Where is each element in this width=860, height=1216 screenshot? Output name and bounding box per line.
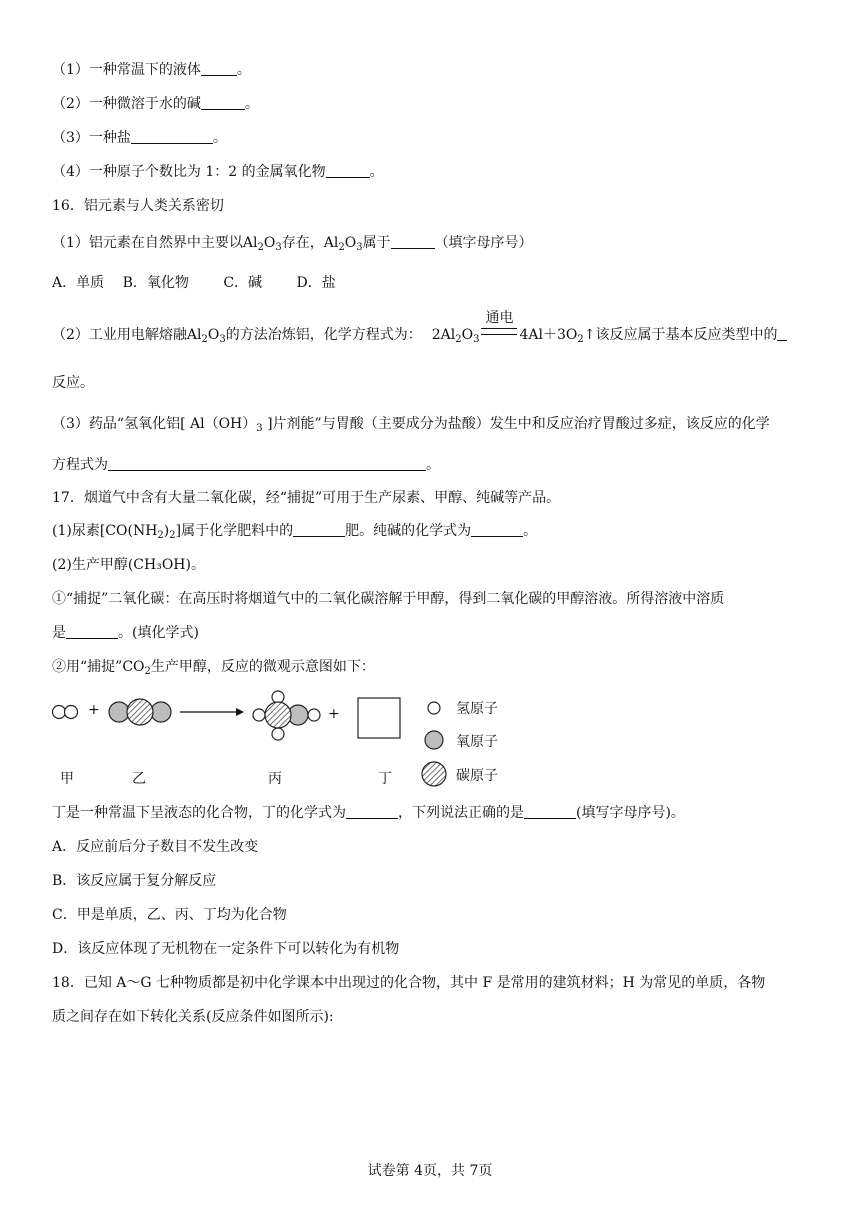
plus-sign: + — [328, 706, 340, 722]
hydrogen-molecule — [53, 706, 78, 719]
reaction-arrow — [180, 708, 244, 716]
q16-part3-cont: 方程式为 。 — [52, 457, 440, 473]
answer-blank[interactable] — [524, 804, 576, 819]
option-b[interactable]: B．氧化物 — [122, 275, 189, 291]
q18-line-1: 18．已知 A～G 七种物质都是初中化学课本中出现过的化合物，其中 F 是常用的建筑材料；H 为常见的单质，各物 — [52, 975, 766, 991]
q15-item-3: （3）一种盐 。 — [52, 130, 227, 146]
q17-part1: (1)尿素$[CO(NH_2)_2]$属于化学肥料中的 肥。纯碱的化学式为 。 — [52, 523, 538, 541]
q17-part4: ②用“捕捉$”CO_2$生产甲醇，反应的微观示意图如下： — [52, 659, 375, 677]
answer-blank[interactable] — [471, 522, 523, 537]
q17-part3-cont: 是 。(填化学式) — [52, 625, 199, 641]
answer-blank[interactable] — [131, 129, 213, 144]
q16-part3: （3）药品“氢氧化铝[ $Al(OH)_3$ ]片剂能”与胃酸（主要成分为盐酸）发生中和反应治疗胃酸过多症，该反应的化学 — [52, 416, 770, 434]
q17-title: 17．烟道气中含有大量二氧化碳，经“捕捉”可用于生产尿素、甲醇、纯碱等产品。 — [52, 490, 561, 506]
q15-item-4: （4）一种原子个数比为 1：2 的金属氧化物 。 — [52, 164, 384, 180]
q16-part1: （1）铝元素在自然界中主要以$Al_2O_3$存在，$Al_2O_3$属于 （填字母序号） — [52, 235, 533, 253]
answer-blank[interactable] — [346, 804, 398, 819]
legend-carbon: 碳原子 — [456, 768, 498, 784]
carbon-atom-icon — [422, 762, 446, 786]
reaction-condition: 通电 — [485, 310, 514, 326]
legend-oxygen: 氧原子 — [456, 734, 498, 750]
q17-part5: 丁是一种常温下呈液态的化合物，丁的化学式为 ，下列说法正确的是 (填写字母序号)。 — [52, 805, 685, 821]
q17-part2: (2)生产甲醇(CH₃OH)。 — [52, 557, 205, 573]
methanol-molecule — [253, 691, 320, 740]
hydrogen-atom-icon — [428, 702, 440, 714]
label-yi: 乙 — [132, 771, 146, 787]
q15-item-2: （2）一种微溶于水的碱 。 — [52, 96, 259, 112]
oxygen-atom-icon — [425, 731, 443, 749]
q18-line-2: 质之间存在如下转化关系(反应条件如图所示): — [52, 1009, 334, 1025]
equals-sign — [481, 328, 517, 335]
carbon-dioxide-molecule — [109, 699, 171, 725]
answer-blank[interactable] — [201, 95, 245, 110]
label-jia: 甲 — [60, 771, 74, 787]
q17-option-d[interactable]: D．该反应体现了无机物在一定条件下可以转化为有机物 — [52, 941, 400, 957]
reaction-diagram — [52, 688, 552, 792]
legend-hydrogen: 氢原子 — [456, 701, 498, 717]
page-footer: 试卷第 4页，共 7页 — [367, 1163, 493, 1179]
q16-title: 16．铝元素与人类关系密切 — [52, 198, 224, 214]
q16-part2: （2）工业用电解熔融$Al_2O_3$的方法冶炼铝，化学方程式为： $2Al_2O_3$ 通电 $4Al+3O_2↑$该反应属于基本反应类型中的 — [52, 325, 787, 345]
answer-blank[interactable] — [326, 163, 370, 178]
q17-option-a[interactable]: A．反应前后分子数目不发生改变 — [52, 839, 259, 855]
q15-item-1: （1）一种常温下的液体 。 — [52, 62, 251, 78]
q17-part3: ①“捕捉”二氧化碳：在高压时将烟道气中的二氧化碳溶解于甲醇，得到二氧化碳的甲醇溶液。所得溶液中溶质 — [52, 591, 725, 607]
label-ding: 丁 — [378, 771, 392, 787]
answer-blank[interactable] — [293, 522, 345, 537]
answer-blank[interactable] — [66, 624, 118, 639]
chemical-equation: $2Al_2O_3$ 通电 $4Al+3O_2$ — [431, 310, 584, 345]
q17-option-b[interactable]: B．该反应属于复分解反应 — [52, 873, 217, 889]
answer-blank[interactable] — [777, 326, 787, 341]
answer-blank[interactable] — [108, 456, 426, 471]
q16-part2-cont: 反应。 — [52, 375, 94, 391]
answer-blank[interactable] — [201, 61, 237, 76]
answer-blank[interactable] — [391, 234, 435, 249]
option-d[interactable]: D．盐 — [296, 275, 336, 291]
option-c[interactable]: C．碱 — [223, 275, 263, 291]
q16-options — [52, 273, 336, 293]
option-a[interactable]: A．单质 — [52, 275, 105, 291]
unknown-product-box — [358, 698, 400, 738]
label-bing: 丙 — [268, 771, 282, 787]
q17-option-c[interactable]: C．甲是单质，乙、丙、丁均为化合物 — [52, 907, 287, 923]
plus-sign: + — [88, 702, 100, 718]
